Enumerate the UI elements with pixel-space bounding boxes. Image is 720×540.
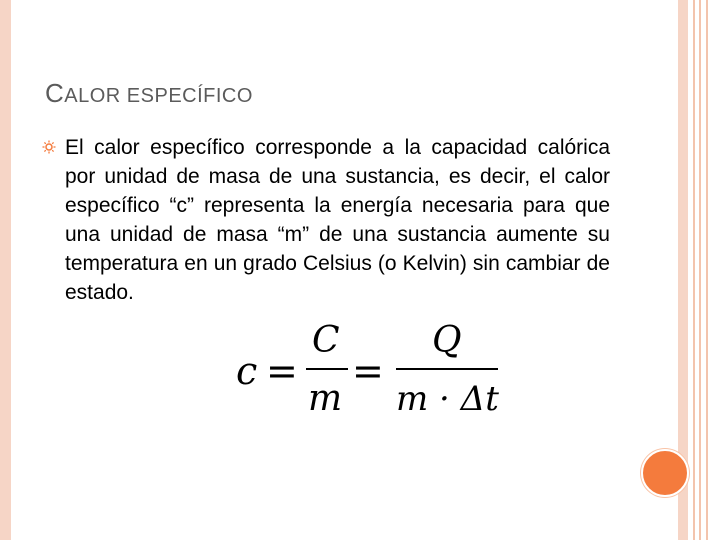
slide-title	[45, 78, 253, 109]
formula-lhs: c	[236, 349, 258, 393]
decorative-circle	[641, 449, 689, 497]
sun-bullet-icon	[42, 140, 56, 154]
formula-frac2-den: m · Δt	[396, 379, 499, 419]
formula-frac1-num: C	[312, 322, 340, 361]
left-frame-bar	[0, 0, 11, 540]
formula-frac2-num: Q	[432, 322, 462, 361]
title-rest: ALOR ESPECÍFICO	[64, 85, 253, 107]
right-frame-line	[693, 0, 695, 540]
specific-heat-formula	[232, 322, 512, 422]
right-frame-line	[699, 0, 701, 540]
formula-eq1: =	[266, 349, 298, 393]
bullet-text: El calor específico corresponde a la capacidad calórica por unidad de masa de una sustancia, es decir, el calor específico “c” representa la energía necesaria para que una unidad de masa “m” de una sustancia aumente su temperatura en un grado Celsius (o Kelvin) sin cambiar de estado.	[65, 136, 610, 304]
right-frame-line	[706, 0, 708, 540]
title-first-letter: C	[45, 78, 65, 108]
formula-eq2: =	[352, 349, 384, 393]
formula-frac1-den: m	[308, 378, 343, 419]
